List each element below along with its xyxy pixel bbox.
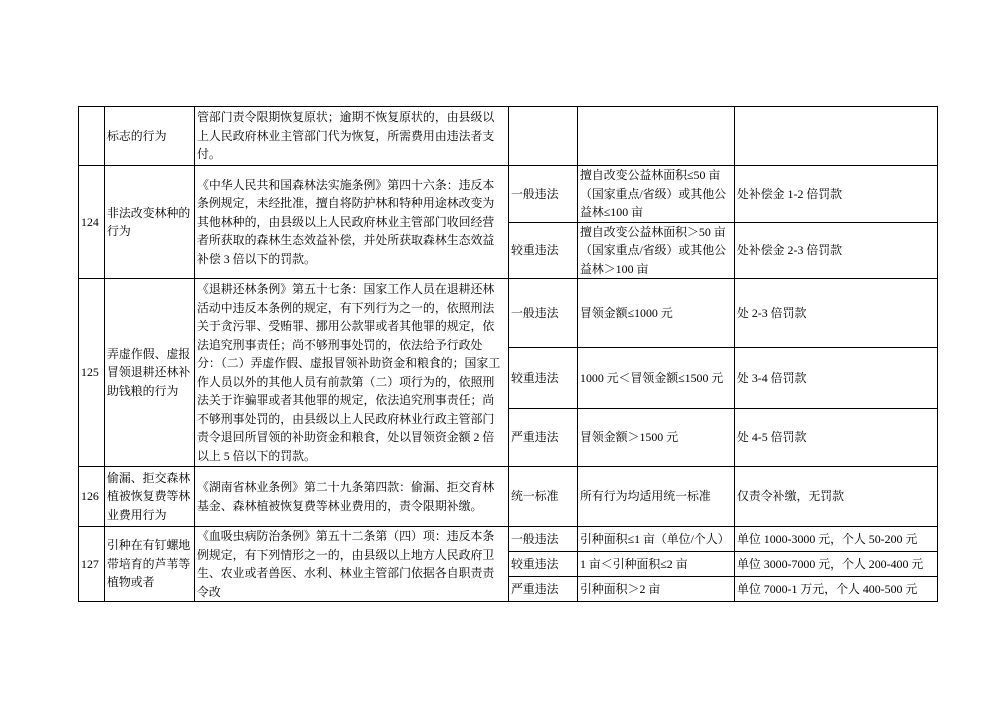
circumstance-cell: 冒领金额≤1000 元	[578, 279, 735, 348]
circumstance-cell: 引种面积＞2 亩	[578, 577, 735, 602]
behavior-cell: 非法改变林种的行为	[105, 166, 195, 279]
legal-basis-cell: 《中华人民共和国森林法实施条例》第四十六条：违反本条例规定，未经批准，擅自将防护林和特种用途林改变为其他林种的，由县级以上人民政府林业主管部门收回经营者所获取的森林生态效益补偿，并处所获取森林生态效益补偿 3 倍以下的罚款。	[195, 166, 509, 279]
circumstance-cell: 擅自改变公益林面积＞50 亩（国家重点/省级）或其他公益林＞100 亩	[578, 222, 735, 279]
legal-basis-cell: 《湖南省林业条例》第二十九条第四款：偷漏、拒交育林基金、森林植被恢复费等林业费用的，责令限期补缴。	[195, 467, 509, 527]
violation-level-cell: 一般违法	[509, 166, 578, 223]
penalty-cell	[735, 107, 938, 166]
circumstance-cell: 擅自改变公益林面积≤50 亩（国家重点/省级）或其他公益林≤100 亩	[578, 166, 735, 223]
violation-level-cell: 较重违法	[509, 222, 578, 279]
circumstance-cell: 1 亩＜引种面积≤2 亩	[578, 552, 735, 577]
table-row	[79, 467, 938, 527]
behavior-cell: 弄虚作假、虚报冒领退耕还林补助钱粮的行为	[105, 279, 195, 467]
legal-basis-cell: 《退耕还林条例》第五十七条：国家工作人员在退耕还林活动中违反本条例的规定，有下列行为之一的，依照刑法关于贪污罪、受贿罪、挪用公款罪或者其他罪的规定，依法追究刑事责任；尚不够刑事处罚的，依法给予行政处分：（二）弄虚作假、虚报冒领补助资金和粮食的；国家工作人员以外的其他人员有前款第（二）项行为的，依照刑法关于诈骗罪或者其他罪的规定，依法追究刑事责任；尚不够刑事处罚的，由县级以上人民政府林业行政主管部门责令退回所冒领的补助资金和粮食，处以冒领资金额 2 倍以上 5 倍以下的罚款。	[195, 279, 509, 467]
table-body	[79, 107, 938, 602]
violation-level-cell: 统一标准	[509, 467, 578, 527]
violation-level-cell: 严重违法	[509, 577, 578, 602]
violation-level-cell	[509, 107, 578, 166]
circumstance-cell: 冒领金额＞1500 元	[578, 409, 735, 467]
penalty-cell: 处补偿金 2-3 倍罚款	[735, 222, 938, 279]
penalty-cell: 单位 1000-3000 元，个人 50-200 元	[735, 527, 938, 552]
violation-level-cell: 一般违法	[509, 279, 578, 348]
table-row	[79, 107, 938, 166]
penalty-cell: 仅责令补缴，无罚款	[735, 467, 938, 527]
table-row	[79, 279, 938, 348]
behavior-cell: 引种在有钉螺地带培育的芦苇等植物或者	[105, 527, 195, 602]
legal-basis-cell: 《血吸虫病防治条例》第五十二条第（四）项：违反本条例规定，有下列情形之一的，由县级以上地方人民政府卫生、农业或者兽医、水利、林业主管部门依据各自职责责令改	[195, 527, 509, 602]
row-number-cell: 124	[79, 166, 105, 279]
circumstance-cell: 所有行为均适用统一标准	[578, 467, 735, 527]
circumstance-cell: 引种面积≤1 亩（单位/个人）	[578, 527, 735, 552]
violation-level-cell: 一般违法	[509, 527, 578, 552]
penalty-cell: 处 3-4 倍罚款	[735, 348, 938, 409]
penalty-cell: 处 4-5 倍罚款	[735, 409, 938, 467]
row-number-cell: 127	[79, 527, 105, 602]
violation-level-cell: 较重违法	[509, 552, 578, 577]
legal-basis-cell: 管部门责令限期恢复原状；逾期不恢复原状的，由县级以上人民政府林业主管部门代为恢复，所需费用由违法者支付。	[195, 107, 509, 166]
penalty-cell: 处 2-3 倍罚款	[735, 279, 938, 348]
violation-level-cell: 较重违法	[509, 348, 578, 409]
table-row	[79, 166, 938, 223]
row-number-cell: 126	[79, 467, 105, 527]
row-number-cell: 125	[79, 279, 105, 467]
row-number-cell	[79, 107, 105, 166]
circumstance-cell	[578, 107, 735, 166]
penalty-cell: 处补偿金 1-2 倍罚款	[735, 166, 938, 223]
penalty-cell: 单位 7000-1 万元，个人 400-500 元	[735, 577, 938, 602]
behavior-cell: 标志的行为	[105, 107, 195, 166]
behavior-cell: 偷漏、拒交森林植被恢复费等林业费用行为	[105, 467, 195, 527]
table-row	[79, 527, 938, 552]
penalty-standards-table	[78, 106, 938, 602]
violation-level-cell: 严重违法	[509, 409, 578, 467]
circumstance-cell: 1000 元＜冒领金额≤1500 元	[578, 348, 735, 409]
penalty-cell: 单位 3000-7000 元，个人 200-400 元	[735, 552, 938, 577]
